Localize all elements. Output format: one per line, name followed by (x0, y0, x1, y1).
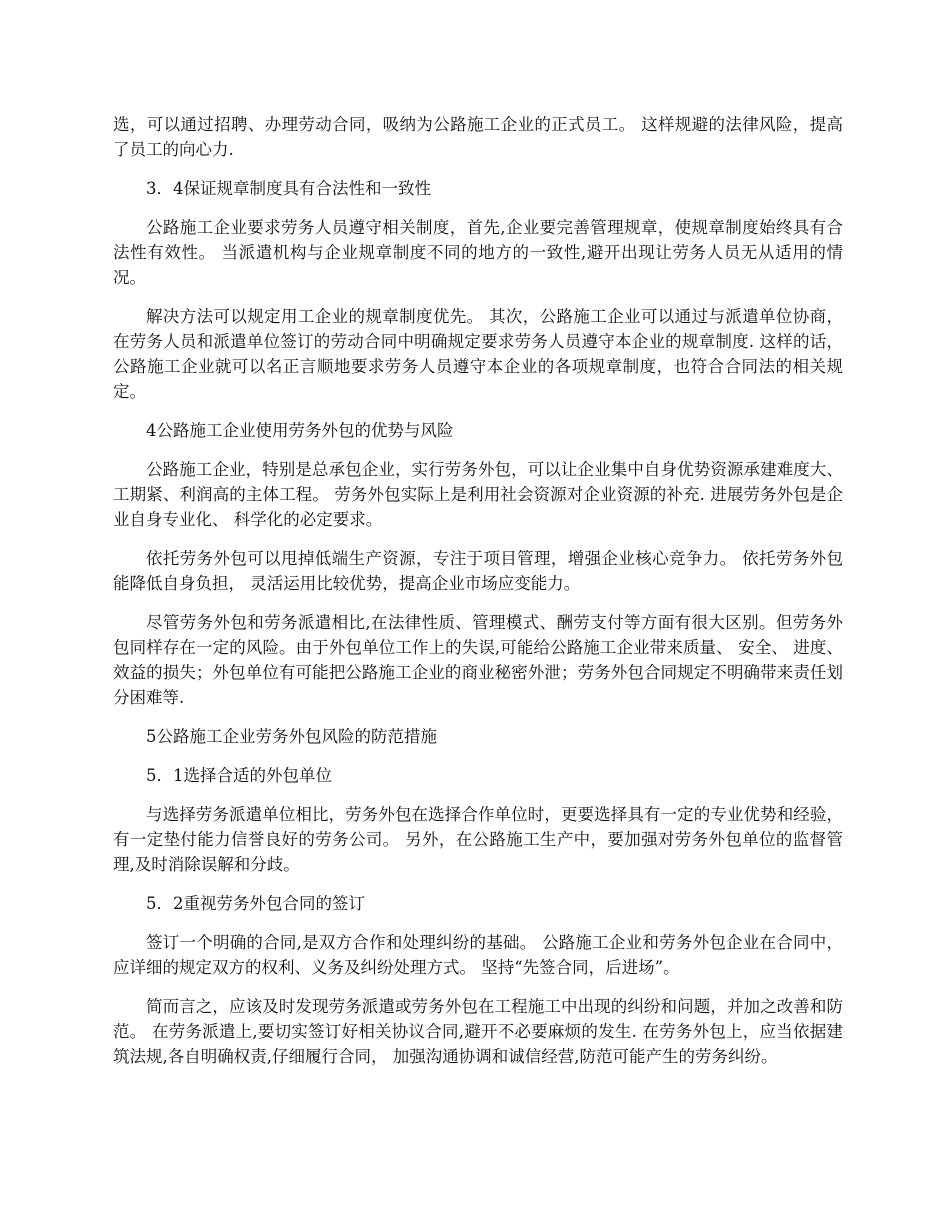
document-body (113, 112, 843, 1083)
paragraph: 选，可以通过招聘、办理劳动合同，吸纳为公路施工企业的正式员工。 这样规避的法律风险，提高了员工的向心力. (113, 115, 843, 159)
subsection-heading: 5．1选择合适的外包单位 (146, 766, 332, 785)
paragraph: 与选择劳务派遣单位相比，劳务外包在选择合作单位时，更要选择具有一定的专业优势和经验，有一定垫付能力信誉良好的劳务公司。 另外，在公路施工生产中，要加强对劳务外包单位的监督管理,及时消除误解和分歧。 (113, 805, 843, 874)
paragraph: 解决方法可以规定用工企业的规章制度优先。 其次，公路施工企业可以通过与派遣单位协商，在劳务人员和派遣单位签订的劳动合同中明确规定要求劳务人员遵守本企业的规章制度. 这样的话，公路施工企业就可以名正言顺地要求劳务人员遵守本企业的各项规章制度，也符合合同法的相关规定。 (113, 307, 843, 401)
section-heading: 3．4保证规章制度具有合法性和一致性 (146, 179, 431, 198)
paragraph: 尽管劳务外包和劳务派遣相比,在法律性质、管理模式、酬劳支付等方面有很大区别。但劳务外包同样存在一定的风险。由于外包单位工作上的失误,可能给公路施工企业带来质量、 安全、 进度、效益的损失；外包单位有可能把公路施工企业的商业秘密外泄；劳务外包合同规定不明确带来责任划分困难等. (113, 613, 843, 707)
paragraph: 依托劳务外包可以甩掉低端生产资源，专注于项目管理，增强企业核心竞争力。 依托劳务外包能降低自身负担， 灵活运用比较优势，提高企业市场应变能力。 (113, 549, 843, 593)
section-heading: 5公路施工企业劳务外包风险的防范措施 (146, 727, 437, 746)
paragraph: 签订一个明确的合同,是双方合作和处理纠纷的基础。 公路施工企业和劳务外包企业在合同中，应详细的规定双方的权利、义务及纠纷处理方式。 坚持“先签合同，后进场”。 (113, 933, 843, 977)
paragraph: 公路施工企业，特别是总承包企业，实行劳务外包，可以让企业集中自身优势资源承建难度大、工期紧、利润高的主体工程。 劳务外包实际上是利用社会资源对企业资源的补充. 进展劳务外包是企业自身专业化、 科学化的必定要求。 (113, 460, 843, 529)
section-heading: 4公路施工企业使用劳务外包的优势与风险 (146, 421, 454, 440)
subsection-heading: 5．2重视劳务外包合同的签订 (146, 894, 365, 913)
paragraph: 简而言之，应该及时发现劳务派遣或劳务外包在工程施工中出现的纠纷和问题，并加之改善和防范。 在劳务派遣上,要切实签订好相关协议合同,避开不必要麻烦的发生. 在劳务外包上，应当依据建筑法规,各自明确权责,仔细履行合同， 加强沟通协调和诚信经营,防范可能产生的劳务纠纷。 (113, 997, 843, 1066)
paragraph: 公路施工企业要求劳务人员遵守相关制度，首先,企业要完善管理规章，使规章制度始终具有合法性有效性。 当派遣机构与企业规章制度不同的地方的一致性,避开出现让劳务人员无从适用的情况。 (113, 218, 843, 287)
